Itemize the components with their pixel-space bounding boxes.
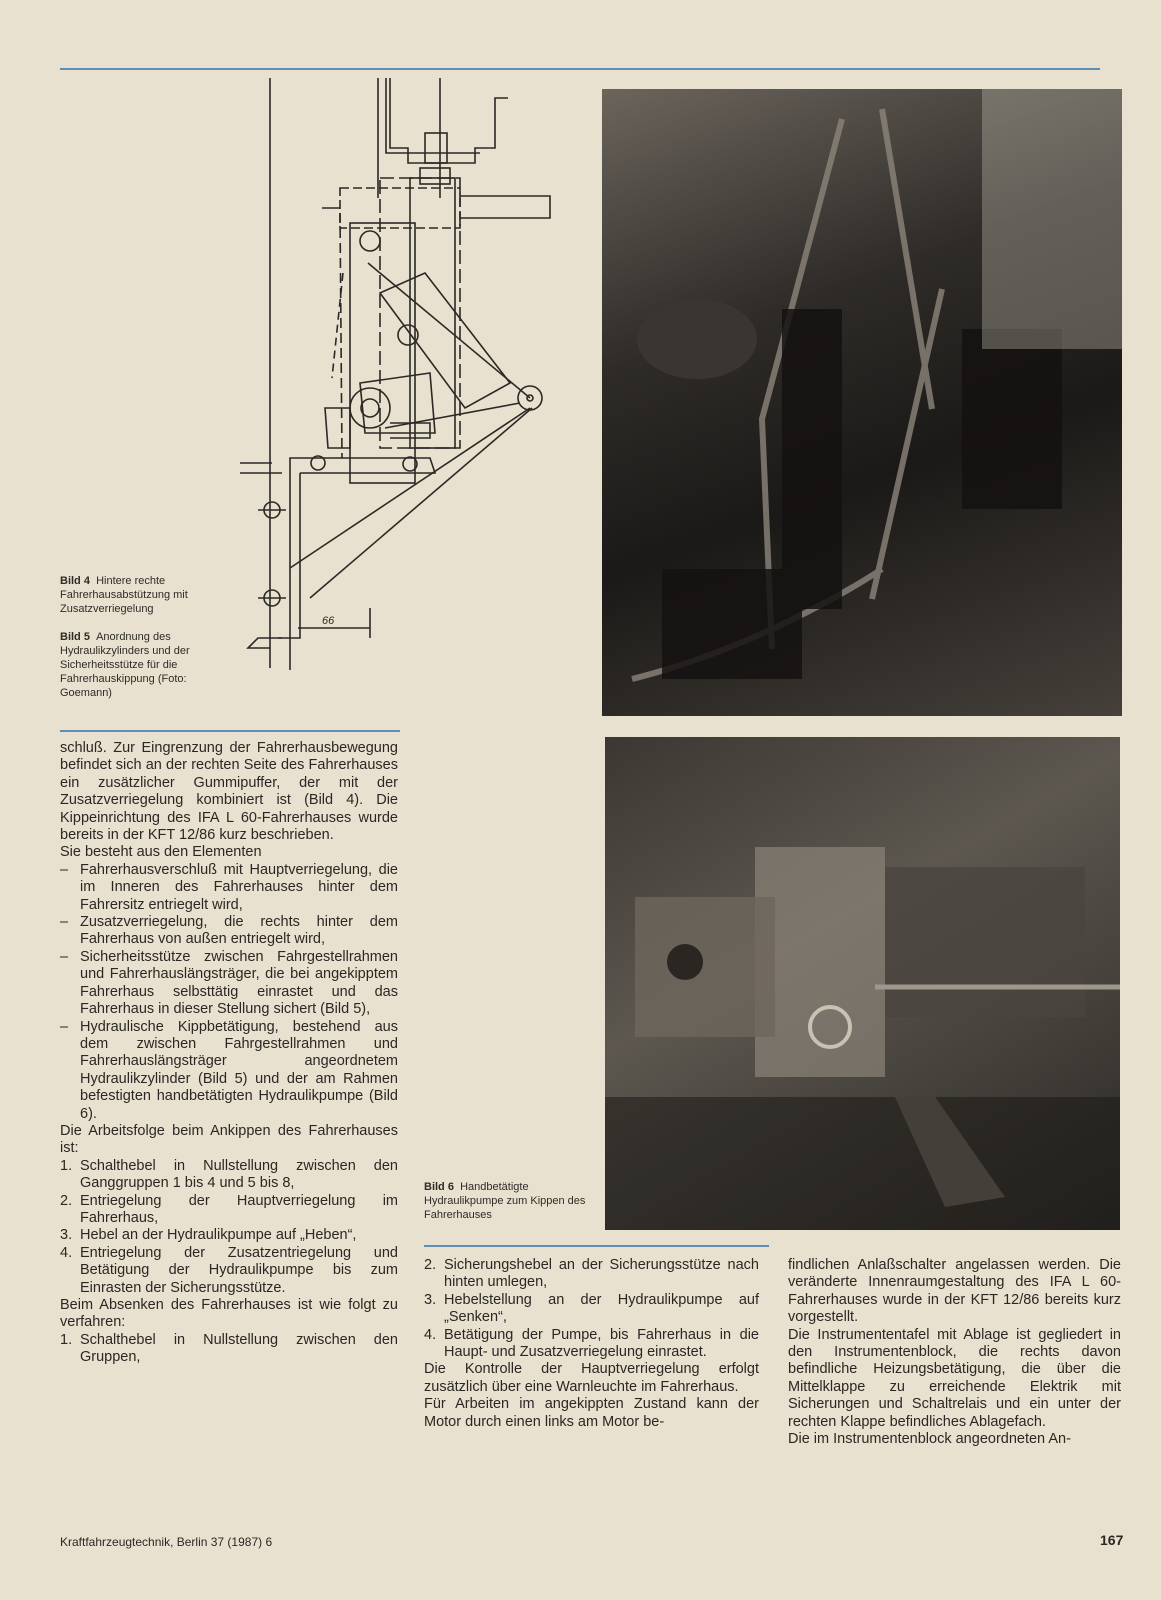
column1-rule — [60, 730, 400, 732]
caption-bild-4 — [60, 574, 220, 616]
list-item: 4. Betätigung der Pumpe, bis Fahrerhaus in die Haupt- und Zusatzverriegelung einrastet. — [424, 1326, 759, 1361]
list-item: – Hydraulische Kippbetätigung, bestehend aus dem zwischen Fahrgestellrahmen und Fahrerhauslängsträger angeordnetem Hydraulikzylinder (Bild 5) und der am Rahmen befestigten handbetätigten Hydraulikpumpe (Bild 6). — [60, 1018, 398, 1122]
list-item: 3. Hebel an der Hydraulikpumpe auf „Heben“, — [60, 1227, 357, 1244]
list-item: 3. Hebelstellung an der Hydraulikpumpe auf „Senken“, — [424, 1291, 759, 1326]
caption-bild-6-label: Bild 6 — [424, 1181, 454, 1193]
page-number: 167 — [1100, 1532, 1124, 1548]
caption-bild-5-text: Anordnung des Hydraulikzylinders und der Sicherheitsstütze für die Fahrerhauskippung (Foto: Goemann) — [60, 631, 190, 699]
column-1 — [60, 740, 398, 1367]
column-2 — [424, 1257, 759, 1431]
paragraph: findlichen Anlaßschalter angelassen werden. Die veränderte Innenraumgestaltung des IFA L 60-Fahrerhauses wurde in der KFT 12/86 bereits kurz vorgestellt. — [788, 1257, 1121, 1326]
paragraph: Die Instrumententafel mit Ablage ist gegliedert in den Instrumentenblock, die rechts davon befindliche Heizungsbetätigung, die über die Mittelklappe zu erreichende Elektrik mit Sicherungen und Schaltrelais und ein unter der rechten Klappe befindliches Ablagefach. — [788, 1326, 1121, 1430]
caption-bild-6-text: Handbetätigte Hydraulikpumpe zum Kippen des Fahrerhauses — [424, 1181, 586, 1221]
paragraph: Beim Absenken des Fahrerhauses ist wie folgt zu verfahren: — [60, 1297, 398, 1331]
list-item: – Fahrerhausverschluß mit Hauptverriegelung, die im Inneren des Fahrerhauses hinter dem Fahrersitz entriegelt wird, — [60, 861, 398, 913]
top-rule — [60, 68, 1100, 70]
photo-bild-5 — [602, 89, 1122, 716]
technical-drawing — [230, 78, 570, 670]
list-item: 2. Entriegelung der Hauptverriegelung im Fahrerhaus, — [60, 1192, 398, 1226]
paragraph: Die Kontrolle der Hauptverriegelung erfolgt zusätzlich über eine Warnleuchte im Fahrerhaus. — [424, 1361, 759, 1395]
paragraph: Die im Instrumentenblock angeordneten An- — [788, 1431, 1071, 1448]
caption-bild-5-label: Bild 5 — [60, 631, 90, 643]
list-item: 1. Schalthebel in Nullstellung zwischen den Ganggruppen 1 bis 4 und 5 bis 8, — [60, 1157, 398, 1192]
caption-bild-5 — [60, 630, 220, 700]
footer-source: Kraftfahrzeugtechnik, Berlin 37 (1987) 6 — [60, 1535, 273, 1549]
column-3 — [788, 1257, 1121, 1448]
caption-bild-4-label: Bild 4 — [60, 575, 90, 587]
paragraph: Sie besteht aus den Elementen — [60, 844, 262, 861]
caption-bild-6 — [424, 1180, 596, 1222]
list-item: 1. Schalthebel in Nullstellung zwischen den Gruppen, — [60, 1331, 398, 1366]
caption-bild-4-text: Hintere rechte Fahrerhausabstützung mit Zusatzverriegelung — [60, 575, 188, 615]
dimension-label: 66 — [322, 615, 335, 627]
photo-bild-6 — [605, 737, 1120, 1230]
list-item: 2. Sicherungshebel an der Sicherungsstütze nach hinten umlegen, — [424, 1257, 759, 1291]
paragraph: schluß. Zur Eingrenzung der Fahrerhausbewegung befindet sich an der rechten Seite des Fahrerhauses ein zusätzlicher Gummipuffer, der mit der Zusatzverriegelung kombiniert ist (Bild 4). Die Kippeinrichtung des IFA L 60-Fahrerhauses wurde bereits in der KFT 12/86 kurz beschrieben. — [60, 740, 398, 844]
list-item: 4. Entriegelung der Zusatzentriegelung und Betätigung der Hydraulikpumpe bis zum Einrasten der Sicherungsstütze. — [60, 1244, 398, 1296]
column2-rule — [424, 1245, 769, 1247]
paragraph: Die Arbeitsfolge beim Ankippen des Fahrerhauses ist: — [60, 1122, 398, 1157]
list-item: – Sicherheitsstütze zwischen Fahrgestellrahmen und Fahrerhauslängsträger, die bei angekipptem Fahrerhaus selbsttätig einrastet und das Fahrerhaus in dieser Stellung sichert (Bild 5), — [60, 948, 398, 1018]
paragraph: Für Arbeiten im angekippten Zustand kann der Motor durch einen links am Motor be- — [424, 1396, 759, 1430]
list-item: – Zusatzverriegelung, die rechts hinter dem Fahrerhaus von außen entriegelt wird, — [60, 914, 398, 948]
